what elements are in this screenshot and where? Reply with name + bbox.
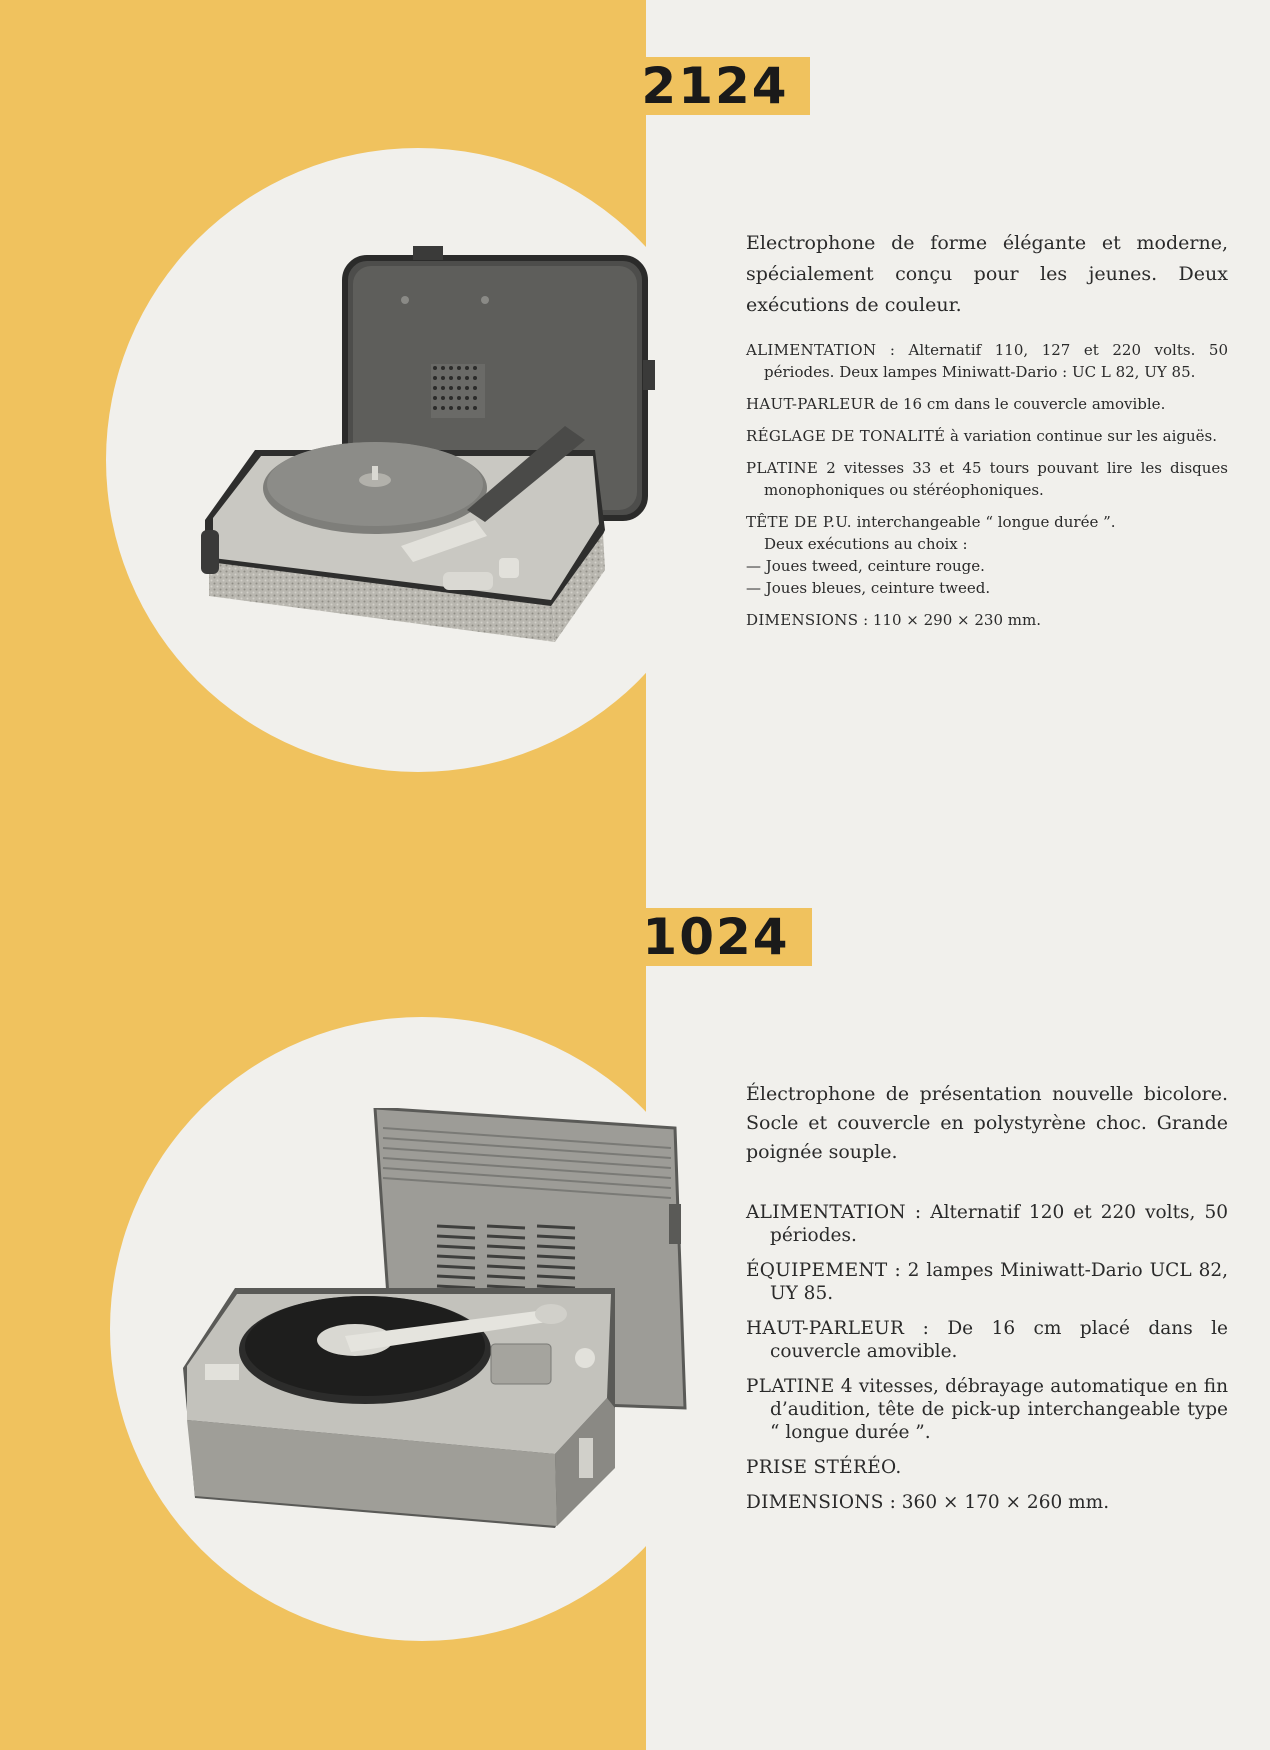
spec-line bbox=[746, 425, 1228, 447]
spec-label: PLATINE bbox=[746, 1376, 835, 1397]
spec-line bbox=[746, 457, 1228, 501]
spec-block-1024 bbox=[746, 1080, 1228, 1526]
spec-text: : 110 × 290 × 230 mm. bbox=[858, 611, 1041, 629]
spec-text: 4 vitesses, débrayage automatique en fin d’audition, tête de pick-up interchangeable type “ longue durée ”. bbox=[770, 1376, 1228, 1443]
spec-label: TÊTE DE P.U. bbox=[746, 513, 852, 531]
spec-line bbox=[746, 339, 1228, 383]
dimensions-line bbox=[746, 1491, 1228, 1514]
record-player-1024-image bbox=[175, 1108, 695, 1528]
spec-label: PLATINE bbox=[746, 459, 819, 477]
spec-label: DIMENSIONS bbox=[746, 1492, 884, 1513]
spec-line bbox=[746, 1456, 1228, 1479]
model-number-1024: 1024 bbox=[620, 908, 812, 966]
spec-label: ÉQUIPEMENT bbox=[746, 1260, 888, 1281]
spec-text: 2 vitesses 33 et 45 tours pouvant lire les disques monophoniques ou stéréophoniques. bbox=[764, 459, 1228, 499]
spec-text: : Alternatif 110, 127 et 220 volts. 50 périodes. Deux lampes Miniwatt-Dario : UC L 82, UY 85. bbox=[764, 341, 1228, 381]
spec-label: RÉGLAGE DE TONALITÉ bbox=[746, 427, 946, 445]
model-number-2124: 2124 bbox=[620, 57, 810, 115]
option-item: — Joues bleues, ceinture tweed. bbox=[746, 579, 991, 597]
spec-line bbox=[746, 1317, 1228, 1363]
spec-line bbox=[746, 393, 1228, 415]
intro-paragraph: Électrophone de présentation nouvelle bicolore. Socle et couvercle en polystyrène choc. Grande poignée souple. bbox=[746, 1083, 1228, 1163]
spec-line bbox=[746, 1375, 1228, 1444]
intro-paragraph: Electrophone de forme élégante et moderne, spécialement conçu pour les jeunes. Deux exécutions de couleur. bbox=[746, 232, 1228, 316]
spec-text: : 360 × 170 × 260 mm. bbox=[883, 1492, 1110, 1513]
spec-text: : Alternatif 120 et 220 volts, 50 périodes. bbox=[770, 1202, 1228, 1246]
spec-text: : 2 lampes Miniwatt-Dario UCL 82, UY 85. bbox=[770, 1260, 1228, 1304]
dimensions-line bbox=[746, 609, 1228, 631]
spec-text: de 16 cm dans le couvercle amovible. bbox=[874, 395, 1166, 413]
spec-line bbox=[746, 1201, 1228, 1247]
option-item: — Joues tweed, ceinture rouge. bbox=[746, 557, 985, 575]
spec-text: : De 16 cm placé dans le couvercle amovible. bbox=[770, 1318, 1228, 1362]
spec-line bbox=[746, 1259, 1228, 1305]
spec-label: HAUT-PARLEUR bbox=[746, 1318, 905, 1339]
spec-line bbox=[746, 511, 1228, 533]
spec-label: PRISE STÉRÉO. bbox=[746, 1457, 902, 1478]
spec-block-2124 bbox=[746, 228, 1228, 641]
spec-text: à variation continue sur les aiguës. bbox=[945, 427, 1218, 445]
spec-label: ALIMENTATION bbox=[746, 341, 877, 359]
spec-label: ALIMENTATION bbox=[746, 1202, 906, 1223]
spec-label: HAUT-PARLEUR bbox=[746, 395, 875, 413]
spec-label: DIMENSIONS bbox=[746, 611, 859, 629]
record-player-2124-image bbox=[195, 240, 675, 680]
spec-text: interchangeable “ longue durée ”. bbox=[851, 513, 1116, 531]
options-heading: Deux exécutions au choix : bbox=[764, 535, 968, 553]
